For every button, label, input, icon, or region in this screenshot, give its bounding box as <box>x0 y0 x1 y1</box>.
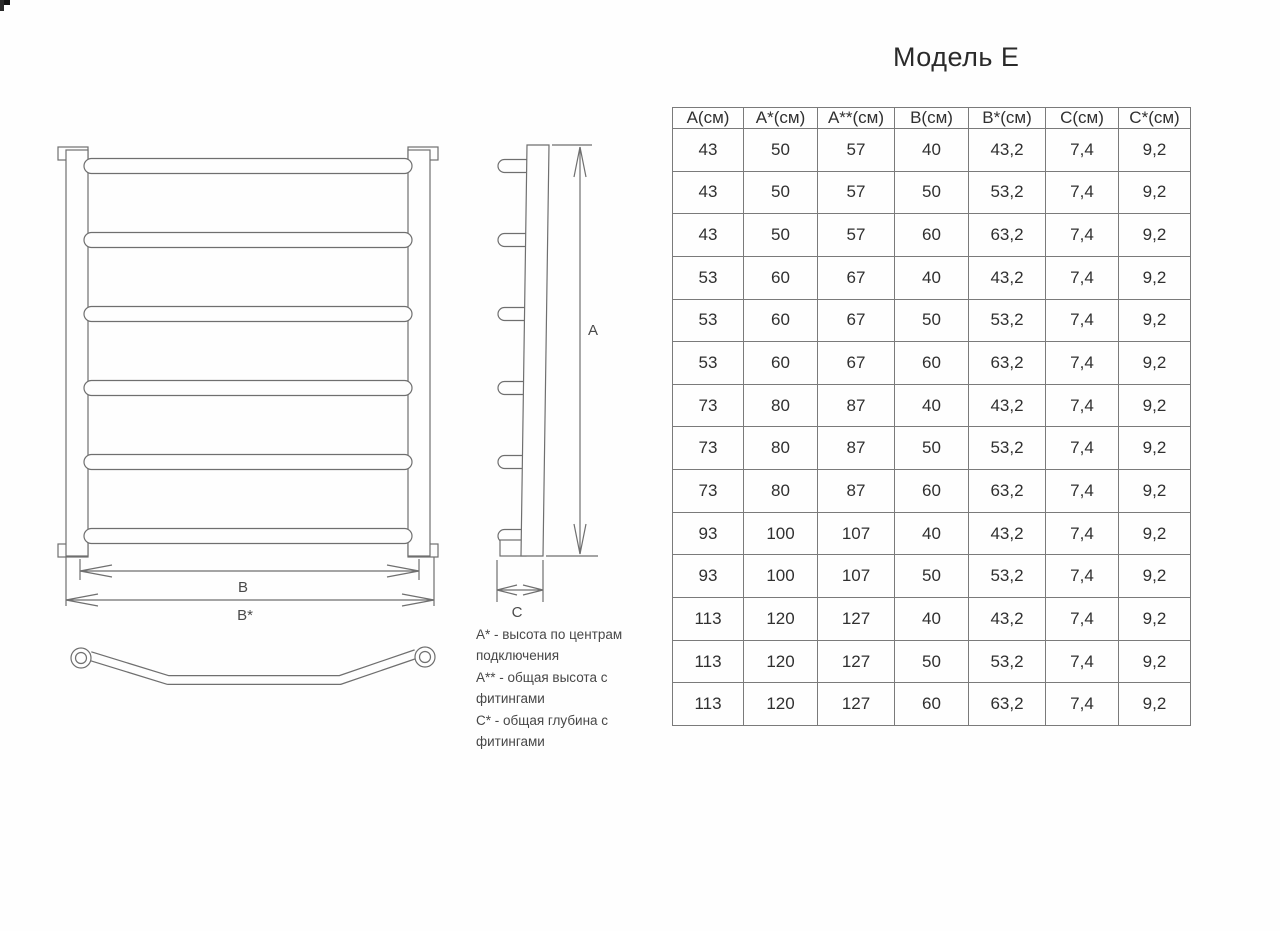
table-cell: 80 <box>744 384 818 427</box>
table-cell: 40 <box>895 512 969 555</box>
table-cell: 50 <box>895 427 969 470</box>
table-cell: 57 <box>818 214 895 257</box>
table-cell: 9,2 <box>1119 683 1191 726</box>
table-cell: 60 <box>895 214 969 257</box>
table-cell: 53 <box>673 256 744 299</box>
table-cell: 43 <box>673 214 744 257</box>
table-cell: 57 <box>818 129 895 172</box>
table-cell: 7,4 <box>1046 299 1119 342</box>
dimension-b-star <box>66 557 434 624</box>
column-header: С*(см) <box>1119 108 1191 129</box>
table-cell: 7,4 <box>1046 129 1119 172</box>
table-cell: 50 <box>895 640 969 683</box>
spec-table <box>672 107 1191 726</box>
table-row <box>673 129 1191 172</box>
fitting-ring <box>76 653 87 664</box>
table-cell: 43,2 <box>969 598 1046 641</box>
table-cell: 87 <box>818 427 895 470</box>
rail-bar <box>84 307 412 322</box>
table-cell: 9,2 <box>1119 640 1191 683</box>
table-cell: 43,2 <box>969 512 1046 555</box>
legend-item-a-star: А* - высота по центрам подключения <box>476 627 623 663</box>
table-cell: 43,2 <box>969 256 1046 299</box>
table-cell: 9,2 <box>1119 256 1191 299</box>
column-header: А*(см) <box>744 108 818 129</box>
table-cell: 60 <box>744 342 818 385</box>
table-cell: 53,2 <box>969 555 1046 598</box>
column-header: В*(см) <box>969 108 1046 129</box>
table-cell: 67 <box>818 342 895 385</box>
column-header: С(см) <box>1046 108 1119 129</box>
table-head <box>673 108 1191 129</box>
right-rail <box>408 150 430 556</box>
legend-item-a-double-star: А** - общая высота с фитингами <box>476 670 608 706</box>
table-cell: 7,4 <box>1046 640 1119 683</box>
table-cell: 63,2 <box>969 342 1046 385</box>
dim-label-b-star: В* <box>237 607 253 624</box>
table-cell: 53,2 <box>969 640 1046 683</box>
table-cell: 53,2 <box>969 299 1046 342</box>
table-cell: 60 <box>895 342 969 385</box>
table-cell: 7,4 <box>1046 555 1119 598</box>
table-cell: 50 <box>744 171 818 214</box>
table-row <box>673 256 1191 299</box>
table-cell: 7,4 <box>1046 384 1119 427</box>
table-cell: 43,2 <box>969 384 1046 427</box>
table-cell: 53,2 <box>969 427 1046 470</box>
table-cell: 9,2 <box>1119 342 1191 385</box>
table-row <box>673 384 1191 427</box>
table-cell: 43 <box>673 171 744 214</box>
table-cell: 43 <box>673 129 744 172</box>
table-cell: 93 <box>673 512 744 555</box>
table-cell: 50 <box>895 171 969 214</box>
table-cell: 40 <box>895 129 969 172</box>
table-cell: 40 <box>895 598 969 641</box>
rail-bar <box>84 381 412 396</box>
table-cell: 50 <box>895 299 969 342</box>
table-cell: 7,4 <box>1046 598 1119 641</box>
table-cell: 63,2 <box>969 683 1046 726</box>
legend <box>476 624 666 753</box>
rail-bar <box>84 455 412 470</box>
rail-bar <box>84 233 412 248</box>
table-cell: 50 <box>744 129 818 172</box>
table-cell: 113 <box>673 598 744 641</box>
table-cell: 40 <box>895 256 969 299</box>
side-view <box>498 145 549 556</box>
table-cell: 7,4 <box>1046 683 1119 726</box>
table-cell: 53 <box>673 299 744 342</box>
table-header-row <box>673 108 1191 129</box>
table-row <box>673 427 1191 470</box>
page-title: Модель Е <box>893 42 1020 72</box>
table-cell: 7,4 <box>1046 427 1119 470</box>
table-cell: 80 <box>744 470 818 513</box>
table-cell: 127 <box>818 683 895 726</box>
table-cell: 67 <box>818 299 895 342</box>
dimension-b <box>80 559 419 596</box>
rail-bar <box>84 529 412 544</box>
table-cell: 60 <box>744 256 818 299</box>
table-cell: 60 <box>895 683 969 726</box>
table-cell: 120 <box>744 640 818 683</box>
table-cell: 120 <box>744 598 818 641</box>
table-row <box>673 342 1191 385</box>
table-cell: 9,2 <box>1119 299 1191 342</box>
table-cell: 127 <box>818 598 895 641</box>
table-cell: 113 <box>673 683 744 726</box>
table-cell: 7,4 <box>1046 470 1119 513</box>
rail-bar <box>84 159 412 174</box>
spec-table-container <box>672 107 1190 726</box>
table-row <box>673 598 1191 641</box>
table-cell: 9,2 <box>1119 214 1191 257</box>
table-cell: 127 <box>818 640 895 683</box>
table-cell: 7,4 <box>1046 342 1119 385</box>
table-row <box>673 555 1191 598</box>
table-cell: 9,2 <box>1119 470 1191 513</box>
table-row <box>673 171 1191 214</box>
dim-label-c: С <box>511 604 523 621</box>
front-view <box>58 147 438 557</box>
table-cell: 43,2 <box>969 129 1046 172</box>
table-cell: 9,2 <box>1119 427 1191 470</box>
table-cell: 9,2 <box>1119 171 1191 214</box>
column-header: А(см) <box>673 108 744 129</box>
table-cell: 50 <box>895 555 969 598</box>
left-rail <box>66 150 88 556</box>
side-rail <box>521 145 549 556</box>
table-row <box>673 299 1191 342</box>
table-cell: 80 <box>744 427 818 470</box>
table-cell: 40 <box>895 384 969 427</box>
table-cell: 100 <box>744 555 818 598</box>
table-cell: 73 <box>673 427 744 470</box>
fitting-ring <box>420 652 431 663</box>
column-header: В(см) <box>895 108 969 129</box>
table-cell: 107 <box>818 555 895 598</box>
table-row <box>673 214 1191 257</box>
table-cell: 60 <box>744 299 818 342</box>
table-cell: 53 <box>673 342 744 385</box>
table-row <box>673 640 1191 683</box>
table-cell: 7,4 <box>1046 214 1119 257</box>
table-cell: 63,2 <box>969 214 1046 257</box>
table-cell: 100 <box>744 512 818 555</box>
table-cell: 57 <box>818 171 895 214</box>
table-cell: 113 <box>673 640 744 683</box>
dim-label-a: А <box>588 322 599 339</box>
dimension-a <box>546 145 598 556</box>
table-cell: 9,2 <box>1119 512 1191 555</box>
table-row <box>673 470 1191 513</box>
table-cell: 87 <box>818 470 895 513</box>
table-cell: 53,2 <box>969 171 1046 214</box>
curved-bar-top-view <box>71 647 435 680</box>
dim-label-b: В <box>237 579 249 596</box>
table-cell: 87 <box>818 384 895 427</box>
column-header: А**(см) <box>818 108 895 129</box>
dimension-c <box>497 560 543 621</box>
table-cell: 7,4 <box>1046 171 1119 214</box>
table-cell: 50 <box>744 214 818 257</box>
table-cell: 73 <box>673 470 744 513</box>
table-cell: 9,2 <box>1119 384 1191 427</box>
table-cell: 93 <box>673 555 744 598</box>
table-row <box>673 512 1191 555</box>
table-cell: 7,4 <box>1046 256 1119 299</box>
table-cell: 9,2 <box>1119 598 1191 641</box>
table-cell: 9,2 <box>1119 555 1191 598</box>
table-cell: 60 <box>895 470 969 513</box>
table-body <box>673 129 1191 726</box>
table-cell: 9,2 <box>1119 129 1191 172</box>
table-cell: 63,2 <box>969 470 1046 513</box>
table-cell: 67 <box>818 256 895 299</box>
legend-item-c-star: С* - общая глубина с фитингами <box>476 713 609 749</box>
table-cell: 7,4 <box>1046 512 1119 555</box>
table-cell: 120 <box>744 683 818 726</box>
table-row <box>673 683 1191 726</box>
table-cell: 107 <box>818 512 895 555</box>
table-cell: 73 <box>673 384 744 427</box>
